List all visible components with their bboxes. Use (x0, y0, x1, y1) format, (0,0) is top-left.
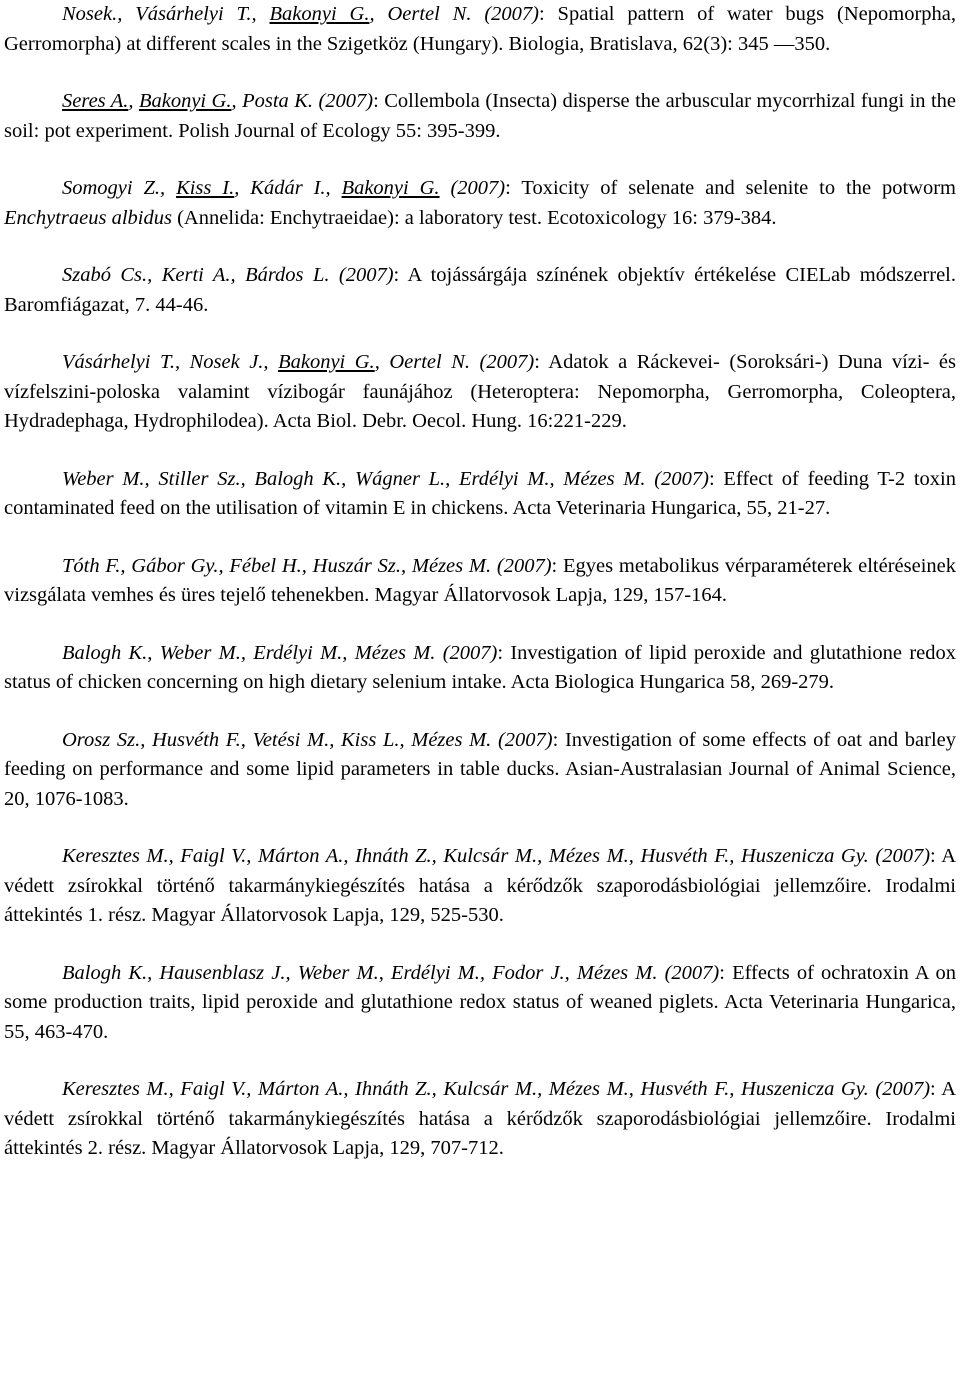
reference-year: (2007) (484, 3, 539, 25)
reference-entry (4, 261, 956, 320)
reference-authors (4, 264, 339, 286)
author-name: , (251, 3, 270, 25)
reference-year: (2007) (496, 554, 552, 577)
reference-authors (4, 845, 875, 867)
author-name: Nosek. (62, 3, 118, 25)
reference-entry (4, 348, 956, 437)
author-name: , Oertel N. (374, 351, 480, 373)
reference-text: : Egyes metabolikus vérparaméterek eltéréseinek vizsgálata vemhes és üres tejelő tehenekben. Magyar Állatorvosok Lapja, 129, 157-164. (4, 554, 956, 606)
reference-year: (2007) (442, 641, 498, 664)
reference-year: (2007) (497, 728, 553, 751)
reference-authors (4, 468, 654, 490)
reference-entry (4, 552, 956, 611)
reference-entry (4, 842, 956, 931)
reference-text: : Investigation of some effects of oat and barley feeding on performance and some lipid parameters in table ducks. Asian-Australasian Journal of Animal Science, 20, 1076-1083. (4, 728, 956, 810)
reference-year: (2007) (479, 351, 535, 373)
reference-text: Enchytraeus albidus (4, 206, 172, 229)
author-name: , Posta K. (231, 90, 319, 112)
reference-list (4, 0, 956, 1192)
author-name: Keresztes M., Faigl V., Márton A., Ihnáth Z., Kulcsár M., Mézes M., Husvéth F., Huszenicza Gy. (62, 1078, 876, 1100)
reference-year: (2007) (338, 264, 394, 286)
author-name: , (160, 177, 177, 199)
reference-entry (4, 726, 956, 815)
author-name: Kiss I. (176, 177, 235, 199)
author-name: , Oertel N. (369, 3, 485, 25)
reference-text: (Annelida: Enchytraeidae): a laboratory test. Ecotoxicology 16: 379-384. (171, 206, 777, 229)
reference-text: : A védett zsírokkal történő takarmánykiegészítés hatása a kérődzők szaporodásbiológiai jellemzőire. Irodalmi áttekintés 2. rész. Magyar Állatorvosok Lapja, 129, 707-712. (4, 1078, 956, 1159)
reference-text: : Collembola (Insecta) disperse the arbuscular mycorrhizal fungi in the soil: pot experiment. Polish Journal of Ecology 55: 395-399. (4, 90, 957, 142)
reference-text: : Adatok a Ráckevei- (Soroksári-) Duna vízi- és vízfelszini-poloska valamint vízibogár faunájához (Heteroptera: Nepomorpha, Gerromorpha, Coleoptera, Hydradephaga, Hydrophilodea). Acta Biol. Debr. Oecol. Hung. 16:221-229. (4, 351, 956, 432)
reference-text: : A védett zsírokkal történő takarmánykiegészítés hatása a kérődzők szaporodásbiológiai jellemzőire. Irodalmi áttekintés 1. rész. Magyar Állatorvosok Lapja, 129, 525-530. (4, 845, 956, 926)
author-name: Balogh K., Hausenblasz J., Weber M., Erdélyi M., Fodor J., Mézes M. (62, 961, 665, 984)
reference-year: (2007) (664, 961, 720, 984)
author-name: Somogyi Z. (62, 177, 161, 199)
reference-authors (4, 3, 484, 25)
reference-year: (2007) (318, 90, 374, 112)
reference-year: (2007) (450, 177, 506, 199)
reference-text: : Effects of ochratoxin A on some production traits, lipid peroxide and glutathione redox status of weaned piglets. Acta Veterinaria Hungarica, 55, 463-470. (4, 961, 957, 1043)
author-name: , Kádár I. (234, 177, 326, 199)
reference-text: : Spatial pattern of water bugs (Nepomorpha, Gerromorpha) at different scales in the Szigetköz (Hungary). Biologia, Bratislava, 62(3): 345 —350. (4, 3, 956, 55)
reference-entry (4, 1075, 956, 1164)
author-name: , (325, 177, 342, 199)
reference-entry (4, 465, 956, 524)
author-name: Bakonyi G. (278, 351, 375, 373)
author-name: Weber M., Stiller Sz., Balogh K., Wágner L., Erdélyi M., Mézes M. (62, 467, 655, 490)
author-name: Balogh K., Weber M., Erdélyi M., Mézes M. (62, 641, 443, 664)
author-name: Tóth F., Gábor Gy., Fébel H., Huszár Sz., Mézes M. (62, 554, 497, 577)
reference-text: : Effect of feeding T-2 toxin contaminated feed on the utilisation of vitamin E in chickens. Acta Veterinaria Hungarica, 55, 21-27. (4, 467, 956, 519)
author-name: Keresztes M., Faigl V., Márton A., Ihnáth Z., Kulcsár M., Mézes M., Husvéth F., Huszenicza Gy. (62, 845, 876, 867)
author-name: , (117, 3, 136, 25)
reference-authors (4, 729, 498, 751)
reference-authors (4, 642, 443, 664)
reference-authors (4, 90, 318, 112)
reference-text: : Investigation of lipid peroxide and glutathione redox status of chicken concerning on high dietary selenium intake. Acta Biologica Hungarica 58, 269-279. (4, 641, 956, 693)
author-name (440, 177, 451, 199)
author-name: , (128, 90, 139, 112)
reference-text: : A tojássárgája színének objektív értékelése CIELab módszerrel. Baromfiágazat, 7. 44-46. (4, 264, 956, 316)
reference-entry (4, 639, 956, 698)
reference-authors (4, 1078, 875, 1100)
reference-year: (2007) (875, 845, 931, 867)
reference-text: : Toxicity of selenate and selenite to the potworm (505, 177, 957, 199)
reference-entry (4, 174, 956, 233)
author-name: Orosz Sz., Husvéth F., Vetési M., Kiss L., Mézes M. (62, 728, 498, 751)
author-name: Bakonyi G. (269, 3, 370, 25)
reference-authors (4, 555, 497, 577)
author-name: Bakonyi G. (341, 177, 440, 199)
author-name: Bakonyi G. (138, 90, 232, 112)
author-name: Vásárhelyi T., Nosek J., (62, 351, 279, 373)
author-name: Vásárhelyi T. (135, 3, 252, 25)
reference-authors (4, 177, 450, 199)
reference-authors (4, 962, 665, 984)
reference-authors (4, 351, 480, 373)
reference-entry (4, 959, 956, 1048)
reference-entry (4, 87, 956, 146)
reference-entry (4, 0, 956, 59)
author-name: Szabó Cs., Kerti A., Bárdos L. (62, 264, 339, 286)
reference-year: (2007) (654, 467, 709, 490)
author-name: Seres A. (62, 90, 129, 112)
reference-year: (2007) (875, 1078, 931, 1100)
